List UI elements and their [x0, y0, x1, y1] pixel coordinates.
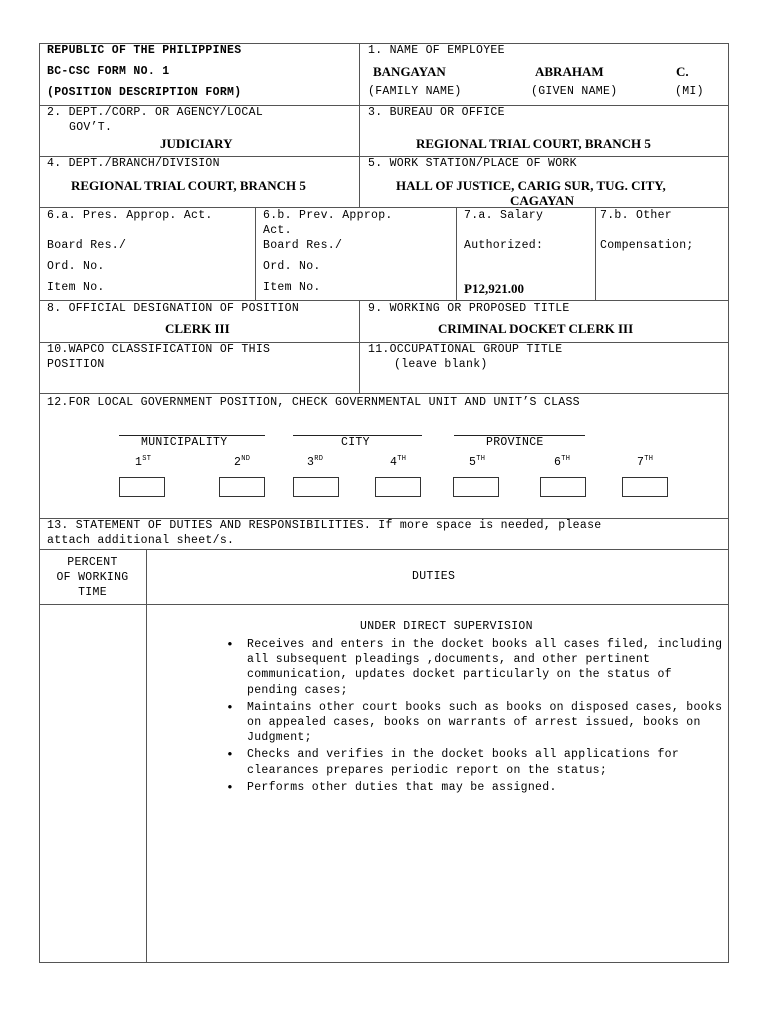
duty-item: • Receives and enters in the docket books all cases filed, including all subsequent pleadings ,documents, and other pertinent communication, updates docket particularly on the status of pending cases; — [226, 637, 724, 698]
family-name-caption: (FAMILY NAME) — [368, 85, 462, 98]
salary-value[interactable]: P12,921.00 — [464, 281, 524, 296]
branch-label: 4. DEPT./BRANCH/DIVISION — [47, 157, 220, 170]
pres-approp-label: 6.a. Pres. Approp. Act. — [47, 209, 213, 222]
col-divider — [255, 207, 256, 300]
middle-initial[interactable]: C. — [676, 64, 689, 79]
class-5-checkbox[interactable] — [453, 477, 499, 497]
item-no-label: Item No. — [47, 281, 105, 294]
prev-approp-label: 6.b. Prev. Approp. — [263, 209, 393, 222]
workstation-label: 5. WORK STATION/PLACE OF WORK — [368, 157, 577, 170]
occupational-note: (leave blank) — [394, 358, 488, 371]
republic-label: REPUBLIC OF THE PHILIPPINES — [47, 44, 242, 57]
form-title: (POSITION DESCRIPTION FORM) — [47, 86, 242, 99]
class-7-label: 7TH — [637, 455, 654, 469]
statement-label-cont: attach additional sheet/s. — [47, 534, 235, 547]
col-divider — [595, 207, 596, 300]
board-res-label: Board Res./ — [47, 239, 127, 252]
mi-caption: (MI) — [675, 85, 704, 98]
bureau-value[interactable]: REGIONAL TRIAL COURT, BRANCH 5 — [416, 136, 651, 151]
duty-item: • Performs other duties that may be assigned. — [226, 780, 724, 795]
other-comp-label: 7.b. Other — [600, 209, 673, 222]
class-1-label: 1ST — [135, 455, 152, 469]
given-name-caption: (GIVEN NAME) — [531, 85, 618, 98]
class-6-checkbox[interactable] — [540, 477, 586, 497]
class-4-checkbox[interactable] — [375, 477, 421, 497]
row-divider — [39, 300, 729, 301]
prev-approp-label-cont: Act. — [263, 224, 292, 237]
col-divider — [359, 300, 360, 393]
duty-item: • Checks and verifies in the docket books all applications for clearances prepares periodic report on the status; — [226, 747, 724, 777]
row-divider — [39, 393, 729, 394]
given-name[interactable]: ABRAHAM — [535, 64, 604, 79]
dept-value[interactable]: JUDICIARY — [160, 136, 233, 151]
col-divider — [359, 43, 360, 207]
designation-label: 8. OFFICIAL DESIGNATION OF POSITION — [47, 302, 300, 315]
family-name[interactable]: BANGAYAN — [373, 64, 446, 79]
percent-header: PERCENT OF WORKING TIME — [56, 556, 129, 599]
board-res-label: Board Res./ — [263, 239, 343, 252]
working-title-label: 9. WORKING OR PROPOSED TITLE — [368, 302, 570, 315]
salary-label: 7.a. Salary — [464, 209, 544, 222]
ord-no-label: Ord. No. — [263, 260, 321, 273]
duties-list — [226, 637, 724, 797]
workstation-value-cont[interactable]: CAGAYAN — [510, 193, 575, 208]
occupational-label: 11.OCCUPATIONAL GROUP TITLE — [368, 343, 563, 356]
class-2-checkbox[interactable] — [219, 477, 265, 497]
duties-header: DUTIES — [412, 570, 456, 583]
province-label: PROVINCE — [486, 436, 544, 449]
local-gov-label: 12.FOR LOCAL GOVERNMENT POSITION, CHECK GOVERNMENTAL UNIT AND UNIT’S CLASS — [47, 396, 580, 409]
statement-label: 13. STATEMENT OF DUTIES AND RESPONSIBILITIES. If more space is needed, please — [47, 519, 602, 532]
class-3-checkbox[interactable] — [293, 477, 339, 497]
designation-value[interactable]: CLERK III — [165, 321, 230, 336]
duty-item: • Maintains other court books such as books on disposed cases, books on appealed cases, books on warrants of arrest issued, books on Judgment; — [226, 700, 724, 746]
form-number: BC-CSC FORM NO. 1 — [47, 65, 170, 78]
employee-name-label: 1. NAME OF EMPLOYEE — [368, 44, 505, 57]
wapco-label-cont: POSITION — [47, 358, 105, 371]
row-divider — [39, 207, 729, 208]
city-label: CITY — [341, 436, 370, 449]
supervision-heading: UNDER DIRECT SUPERVISION — [360, 620, 533, 633]
class-7-checkbox[interactable] — [622, 477, 668, 497]
workstation-value[interactable]: HALL OF JUSTICE, CARIG SUR, TUG. CITY, — [396, 178, 666, 193]
working-title-value[interactable]: CRIMINAL DOCKET CLERK III — [438, 321, 634, 336]
dept-label: 2. DEPT./CORP. OR AGENCY/LOCAL — [47, 106, 264, 119]
class-5-label: 5TH — [469, 455, 486, 469]
branch-value[interactable]: REGIONAL TRIAL COURT, BRANCH 5 — [71, 178, 306, 193]
col-divider — [146, 549, 147, 963]
authorized-label: Authorized: — [464, 239, 544, 252]
wapco-label: 10.WAPCO CLASSIFICATION OF THIS — [47, 343, 271, 356]
class-2-label: 2ND — [234, 455, 251, 469]
class-3-label: 3RD — [307, 455, 324, 469]
ord-no-label: Ord. No. — [47, 260, 105, 273]
row-divider — [39, 604, 729, 605]
class-4-label: 4TH — [390, 455, 407, 469]
item-no-label: Item No. — [263, 281, 321, 294]
bureau-label: 3. BUREAU OR OFFICE — [368, 106, 505, 119]
compensation-label: Compensation; — [600, 239, 694, 252]
class-6-label: 6TH — [554, 455, 571, 469]
dept-label-cont: GOV’T. — [69, 121, 113, 134]
class-1-checkbox[interactable] — [119, 477, 165, 497]
municipality-label: MUNICIPALITY — [141, 436, 228, 449]
row-divider — [39, 549, 729, 550]
col-divider — [456, 207, 457, 300]
